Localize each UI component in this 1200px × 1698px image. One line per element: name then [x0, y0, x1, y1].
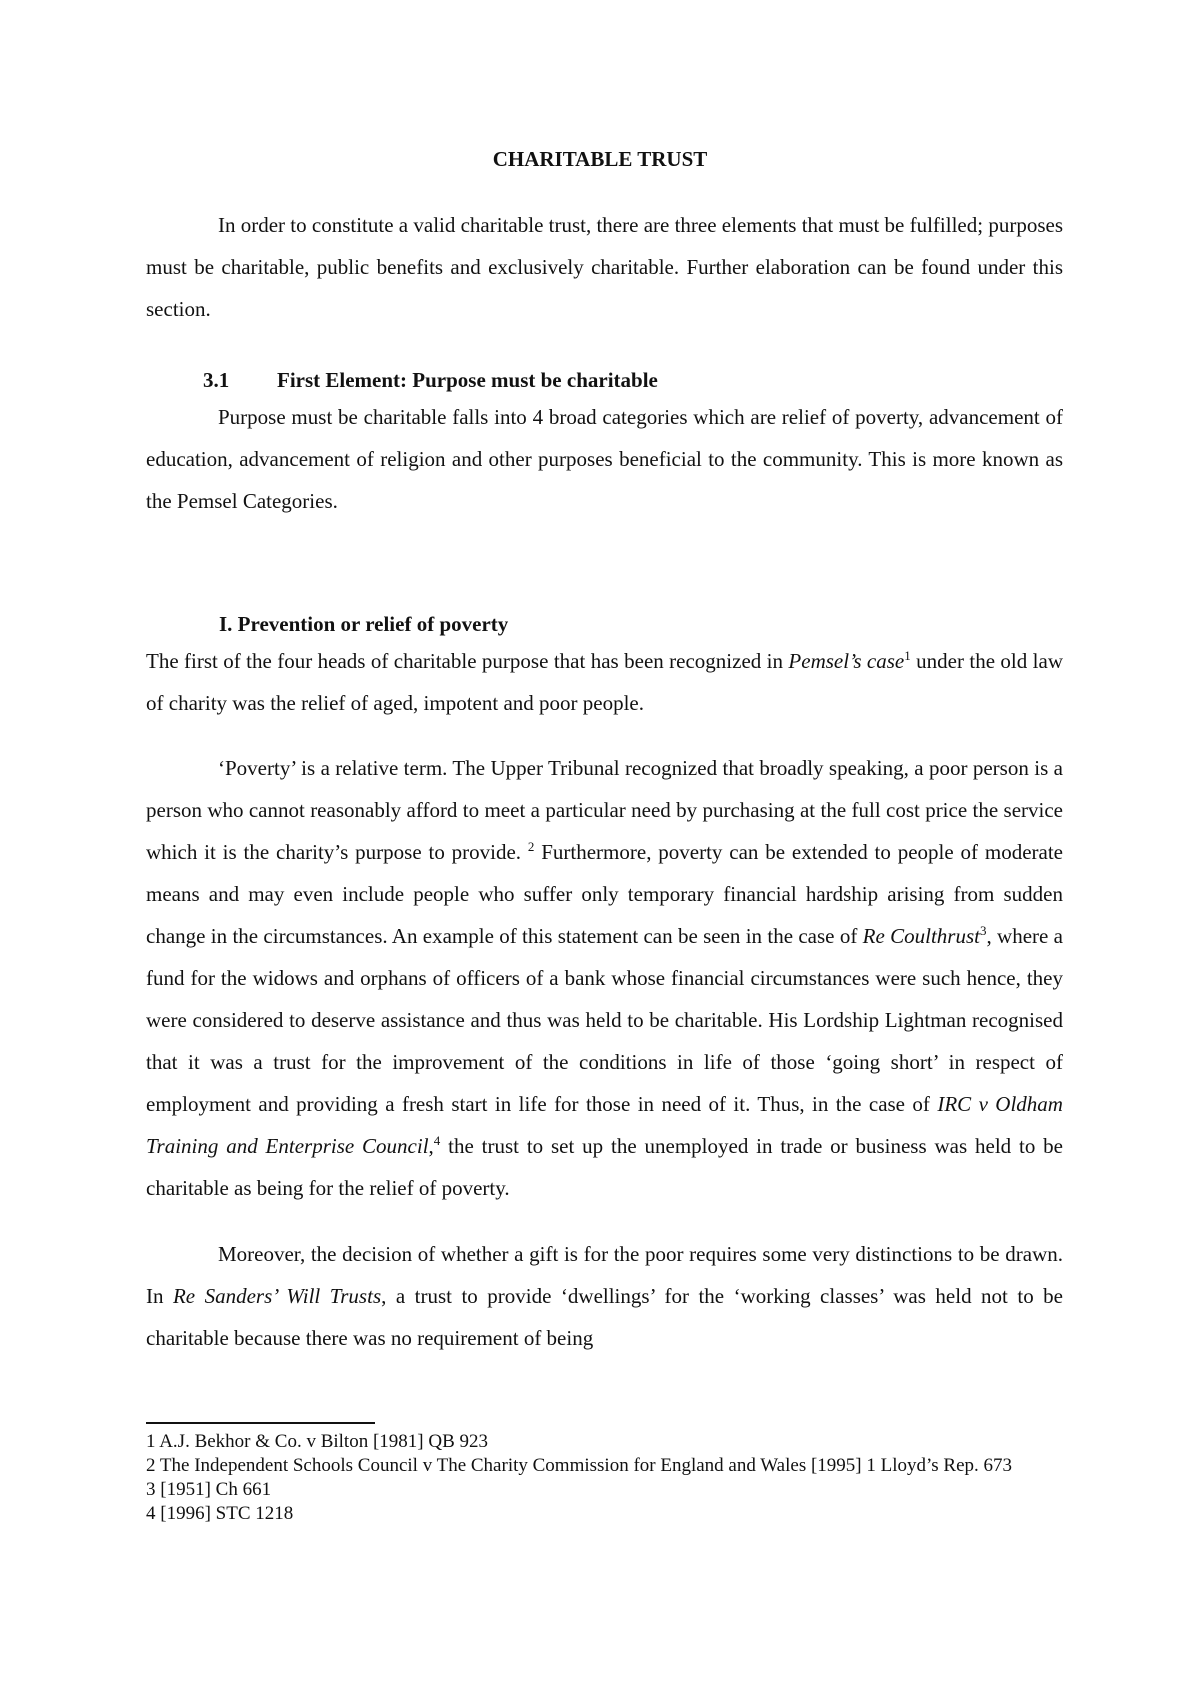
- p1-text-b: under the old law of charity was the relief of aged, impotent and poor people.: [146, 649, 1063, 715]
- section-paragraph: Purpose must be charitable falls into 4 broad categories which are relief of poverty, advancement of education, advancement of religion and other purposes beneficial to the community. This is more known as the Pemsel Categories.: [146, 405, 1063, 513]
- p1-text-a: The first of the four heads of charitable purpose that has been recognized in: [146, 649, 789, 673]
- p3-case-sanders: Re Sanders’ Will Trusts: [172, 1284, 382, 1308]
- footnote-1: 1 A.J. Bekhor & Co. v Bilton [1981] QB 923: [146, 1431, 489, 1452]
- poverty-paragraph-3: [146, 1233, 1063, 1359]
- footnote-ref-2[interactable]: 2: [527, 839, 535, 854]
- footnote-3: 3 [1951] Ch 661: [146, 1479, 272, 1500]
- p2-comma: ,: [428, 1134, 434, 1158]
- footnote-4: 4 [1996] STC 1218: [146, 1503, 294, 1524]
- p2-text-c: , where a fund for the widows and orphans of officers of a bank whose financial circumstances were such hence, they were considered to deserve assistance and thus was held to be charitable. His Lordship Lightman recognised that it was a trust for the improvement of the conditions in life of those ‘going short’ in respect of employment and providing a fresh start in life for those in need of it. Thus, in the case of: [146, 924, 1063, 1116]
- section-heading-text: First Element: Purpose must be charitable: [277, 368, 658, 392]
- p2-text-a: ‘Poverty’ is a relative term. The Upper Tribunal recognized that broadly speaking, a poor person is a person who cannot reasonably afford to meet a particular need by purchasing at the full cost price the service which it is the charity’s purpose to provide.: [146, 756, 1063, 864]
- p3-text-a: Moreover, the decision of whether a gift is for the poor requires some very distinctions to be drawn. In: [146, 1242, 1063, 1308]
- footnote-separator: [146, 1422, 375, 1424]
- footnotes: [146, 1430, 1063, 1526]
- intro-paragraph: In order to constitute a valid charitable trust, there are three elements that must be fulfilled; purposes must be charitable, public benefits and exclusively charitable. Further elaboration can be found under this section.: [146, 213, 1063, 321]
- section-heading: [203, 367, 658, 393]
- subsection-heading: I. Prevention or relief of poverty: [219, 612, 509, 636]
- document-title: CHARITABLE TRUST: [492, 147, 708, 171]
- p2-case-coulthrust: Re Coulthrust: [862, 924, 980, 948]
- footnote-ref-3[interactable]: 3: [979, 923, 987, 938]
- p3-text-b: , a trust to provide ‘dwellings’ for the ‘working classes’ was held not to be charitable because there was no requirement of being: [146, 1284, 1063, 1350]
- footnote-ref-1[interactable]: 1: [904, 648, 911, 663]
- poverty-paragraph-2: [146, 747, 1063, 1209]
- footnote-2: 2 The Independent Schools Council v The Charity Commission for England and Wales [1995] 1 Lloyd’s Rep. 673: [146, 1455, 1013, 1476]
- p1-case-name: Pemsel’s case: [788, 649, 905, 673]
- p2-case-oldham: IRC v Oldham Training and Enterprise Council: [146, 1092, 1063, 1158]
- p2-text-d: the trust to set up the unemployed in trade or business was held to be charitable as being for the relief of poverty.: [146, 1134, 1063, 1200]
- footnote-ref-4[interactable]: 4: [433, 1133, 441, 1148]
- p2-text-b: Furthermore, poverty can be extended to people of moderate means and may even include people who suffer only temporary financial hardship arising from sudden change in the circumstances. An example of this statement can be seen in the case of: [146, 840, 1063, 948]
- poverty-paragraph-1: [146, 640, 1063, 724]
- section-number: 3.1: [203, 368, 230, 392]
